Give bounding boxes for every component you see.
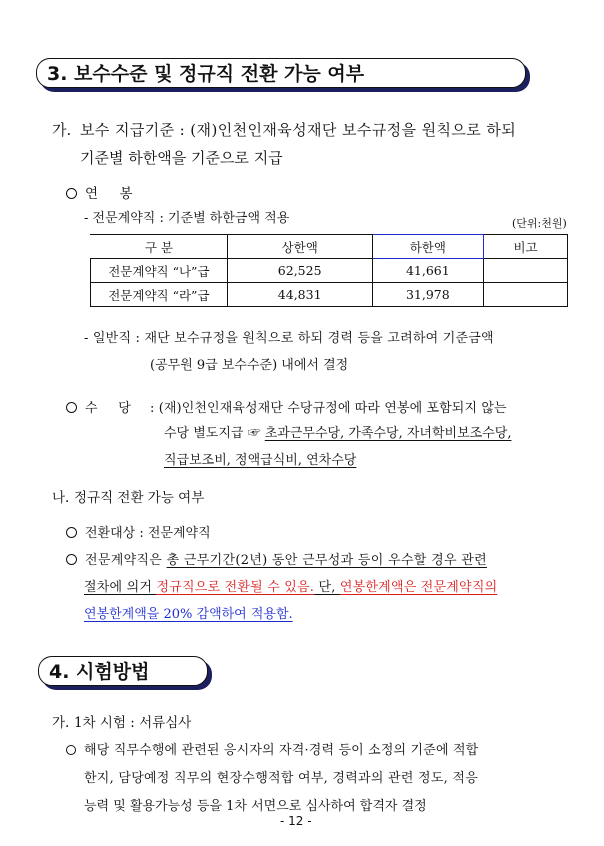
conversion-procedure: 절차에 의거 [84, 580, 157, 595]
salary-table [90, 234, 568, 307]
salary-heading: 연 봉 [85, 186, 133, 202]
hollow-circle-bullet-icon [66, 402, 77, 413]
row-note [484, 283, 568, 307]
ga-label: 가. [52, 121, 72, 139]
allowance-line-1: : (재)인천인재육성재단 수당규정에 따라 연봉에 포함되지 않는 [150, 401, 507, 416]
allowance-line-2 [164, 422, 511, 441]
conversion-target: 전환대상 : 전문계약직 [85, 526, 211, 541]
row-upper: 62,525 [227, 259, 372, 283]
row-category: 전문계약직 “라”급 [91, 283, 228, 307]
salary-heading-row [66, 182, 133, 202]
hollow-circle-bullet-icon [66, 527, 77, 538]
conversion-paragraph-line-3: 연봉한계액을 20% 감액하여 적용함. [84, 607, 293, 622]
allowance-items-2: 직급보조비, 정액급식비, 연차수당 [164, 453, 357, 468]
section-3-title: 3. 보수수준 및 정규직 전환 가능 여부 [36, 58, 526, 88]
exam-ga-label: 가. [52, 715, 70, 731]
header-note: 비고 [484, 235, 568, 259]
conversion-paragraph-line-1 [66, 549, 487, 568]
ga-line-2: 기준별 하한액을 기준으로 지급 [80, 149, 283, 167]
contract-line: - 전문계약직 : 기준별 하한금액 적용 [84, 211, 290, 226]
row-lower: 31,978 [372, 283, 483, 307]
hollow-circle-bullet-icon [66, 745, 76, 755]
row-lower: 41,661 [372, 259, 483, 283]
conversion-paragraph-line-2 [84, 576, 497, 595]
section-4-title: 4. 시험방법 [38, 656, 208, 686]
allowance-heading: 수 당 [85, 401, 131, 416]
allowance-line-2-prefix: 수당 별도지급 ☞ [164, 426, 265, 441]
conversion-text: 전문계약직은 [85, 553, 167, 568]
header-upper: 상한액 [227, 235, 372, 259]
exam-line-3: 능력 및 활용가능성 등을 1차 서면으로 심사하여 합격자 결정 [84, 799, 427, 814]
allowance-items-1: 초과근무수당, 가족수당, 자녀학비보조수당, [264, 426, 512, 441]
general-line-1: - 일반직 : 재단 보수규정을 원칙으로 하되 경력 등을 고려하여 기준금액 [84, 331, 494, 346]
conversion-however: 단, [314, 580, 340, 595]
hollow-circle-bullet-icon [66, 188, 77, 199]
header-lower: 하한액 [372, 235, 483, 259]
row-note [484, 259, 568, 283]
general-line-2: (공무원 9급 보수수준) 내에서 결정 [150, 358, 349, 373]
table-row [91, 283, 568, 307]
row-upper: 44,831 [227, 283, 372, 307]
conversion-possible: 정규직으로 전환될 수 있음. [156, 580, 315, 595]
hollow-circle-bullet-icon [66, 554, 77, 565]
allowance-row [66, 397, 131, 416]
exam-ga-title: 1차 시험 : 서류심사 [74, 715, 192, 731]
unit-label: (단위:천원) [512, 217, 567, 230]
conversion-target-row [66, 522, 211, 541]
ga-line-1: 보수 지급기준 : (재)인천인재육성재단 보수규정을 원칙으로 하되 [80, 121, 517, 139]
salary-table-header [91, 235, 568, 259]
conversion-condition: 총 근무기간(2년) 동안 근무성과 등이 우수할 경우 관련 [166, 553, 487, 568]
na-title: 정규직 전환 가능 여부 [74, 490, 205, 506]
page-number: - 12 - [280, 814, 312, 828]
exam-line-1: 해당 직무수행에 관련된 응시자의 자격·경력 등이 소정의 기준에 적합 [84, 743, 479, 758]
table-row [91, 259, 568, 283]
salary-limit-text: 연봉한계액은 전문계약직의 [339, 580, 498, 595]
header-category: 구 분 [91, 235, 228, 259]
row-category: 전문계약직 “나”급 [91, 259, 228, 283]
exam-line-2: 한지, 담당예정 직무의 현장수행적합 여부, 경력과의 관련 정도, 적응 [84, 771, 479, 786]
na-label: 나. [52, 490, 70, 506]
exam-line-1-row [66, 739, 478, 758]
